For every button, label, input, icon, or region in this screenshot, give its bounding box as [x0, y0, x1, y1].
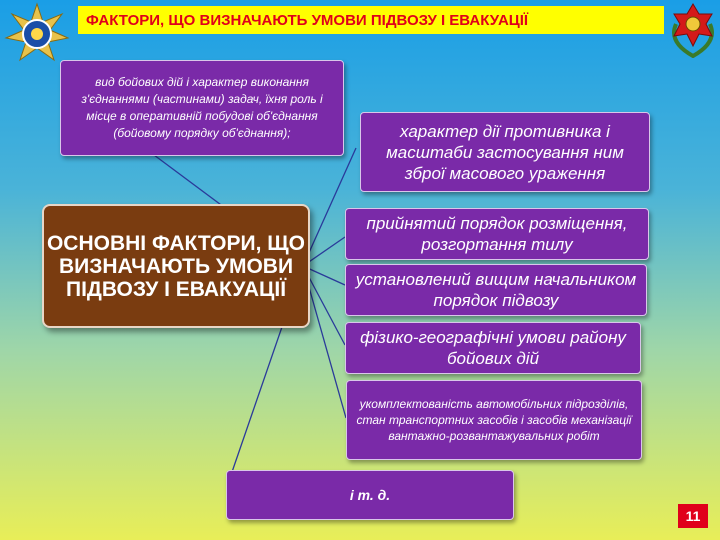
factor-box-rear-deployment: [345, 208, 649, 260]
factor-text: вид бойових дій і характер виконання з'єднаннями (частинами) задач, їхня роль і місце в оперативній побудові об'єднання (бойовому порядку об'єднання);: [81, 75, 323, 140]
slide-title: ФАКТОРИ, ЩО ВИЗНАЧАЮТЬ УМОВИ ПІДВОЗУ І ЕВАКУАЦІЇ: [78, 6, 664, 34]
factor-text: характер дії противника і масштаби застосування ним зброї масового ураження: [386, 121, 624, 183]
factor-text: прийнятий порядок розміщення, розгортання тилу: [366, 214, 628, 254]
factor-box-geography: [345, 322, 641, 374]
factor-text: укомплектованість автомобільних підрозділів, стан транспортних засобів і засобів механізації вантажно-розвантажувальних робіт: [356, 397, 632, 443]
central-topic-box: [42, 204, 310, 328]
factor-text: установлений вищим начальником порядок підвозу: [355, 270, 637, 310]
factor-box-supply-order: [345, 264, 647, 316]
factor-text: і т. д.: [349, 487, 391, 503]
factor-box-combat-type: [60, 60, 344, 156]
factor-box-enemy-actions: [360, 112, 650, 192]
page-number: 11: [678, 504, 708, 528]
factor-box-etc: [226, 470, 514, 520]
factor-box-vehicle-staffing: [346, 380, 642, 460]
central-topic-text: ОСНОВНІ ФАКТОРИ, ЩО ВИЗНАЧАЮТЬ УМОВИ ПІДВОЗУ І ЕВАКУАЦІЇ: [46, 231, 306, 301]
factor-text: фізико-географічні умови району бойових дій: [360, 328, 626, 368]
